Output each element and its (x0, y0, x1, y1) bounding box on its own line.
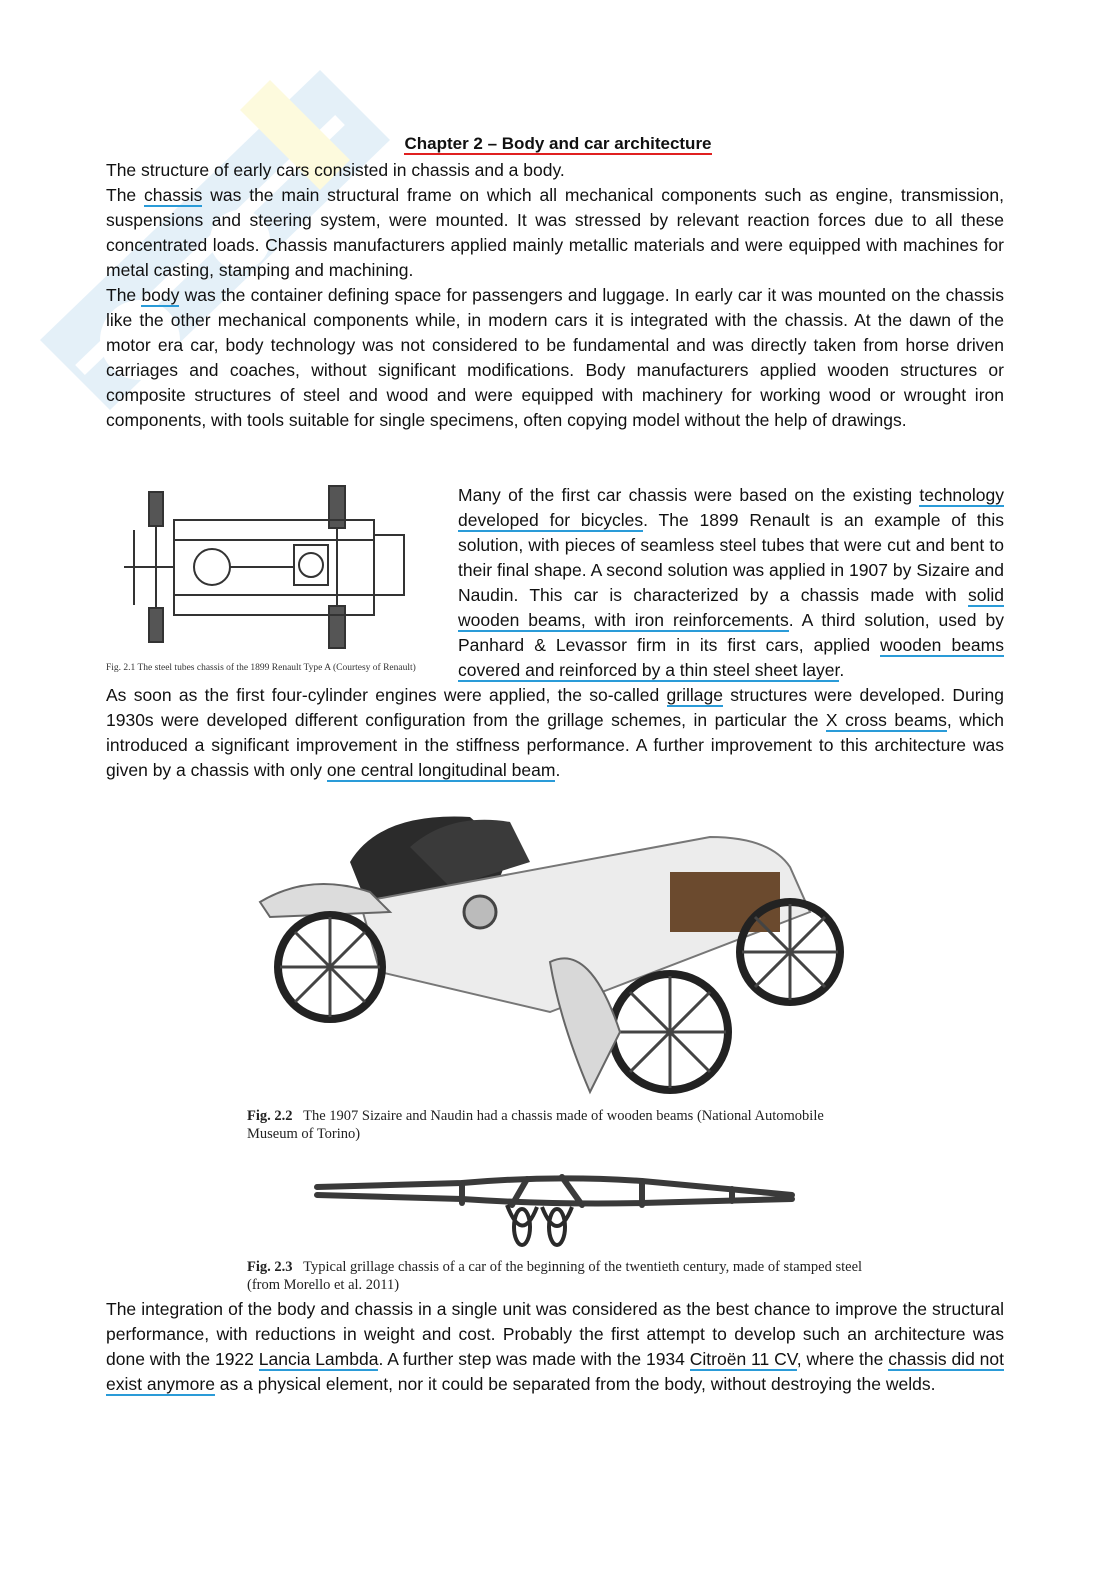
link-citroen-11cv[interactable]: Citroën 11 CV (689, 1349, 797, 1369)
link-lancia-lambda[interactable]: Lancia Lambda (258, 1349, 379, 1369)
paragraph-intro: The structure of early cars consisted in chassis and a body. (106, 160, 565, 180)
link-chassis-not-exist[interactable]: chassis did not exist anymore (106, 1349, 1004, 1394)
paragraph-grillage: As soon as the first four-cylinder engines were applied, the so-called grillage structures were developed. During 1930s were developed different configuration from the grillage schemes, in particular the X cross beams, which introduced a significant improvement in the stiffness performance. A further improvement to this architecture was given by a chassis with only one central longitudinal beam. (106, 685, 1005, 780)
fig1-renault-chassis-drawing (104, 480, 434, 655)
link-body[interactable]: body (141, 285, 180, 305)
fig3-grillage-chassis-photo (312, 1165, 800, 1250)
link-steel-sheet[interactable]: wooden beams covered and reinforced by a thin steel sheet layer (458, 635, 1004, 680)
link-x-cross-beams[interactable]: X cross beams (825, 710, 947, 730)
fig1-caption: Fig. 2.1 The steel tubes chassis of the 1899 Renault Type A (Courtesy of Renault) (106, 663, 416, 673)
chapter-title: Chapter 2 – Body and car architecture (404, 134, 712, 153)
link-wooden-beams[interactable]: solid wooden beams, with iron reinforcements (458, 585, 1004, 630)
link-grillage[interactable]: grillage (666, 685, 723, 705)
paragraph-chassis: The chassis was the main structural frame on which all mechanical components such as engine, transmission, suspensions and steering system, were mounted. It was stressed by relevant reaction forces due to all these concentrated loads. Chassis manufacturers applied mainly metallic materials and were equipped with machines for metal casting, stamping and machining. (106, 185, 1004, 280)
paragraph-first-chassis: Many of the first car chassis were based on the existing technology developed for bicycles. The 1899 Renault is an example of this solution, with pieces of seamless steel tubes that were cut and bent to their final shape. A second solution was applied in 1907 by Sizaire and Naudin. This car is characterized by a chassis made with solid wooden beams, with iron reinforcements. A third solution, used by Panhard & Levassor firm in its first cars, applied wooden beams covered and reinforced by a thin steel sheet layer. (458, 485, 1004, 680)
fig3-caption: Fig. 2.3 Typical grillage chassis of a car of the beginning of the twentieth century, made of stamped steel (from Morello et al. 2011) (247, 1259, 863, 1293)
paragraph-integration: The integration of the body and chassis in a single unit was considered as the best chance to improve the structural performance, with reductions in weight and cost. Probably the first attempt to develop such an architecture was done with the 1922 Lancia Lambda. A further step was made with the 1934 Citroën 11 CV, where the chassis did not exist anymore as a physical element, nor it could be separated from the body, without destroying the welds. (106, 1299, 1004, 1394)
paragraph-body: The body was the container defining space for passengers and luggage. In early car it was mounted on the chassis like the other mechanical components while, in modern cars it is integrated with the chassis. At the dawn of the motor era car, body technology was not considered to be fundamental and was directly taken from horse driven carriages and coaches, without significant modifications. Body manufacturers applied wooden structures or composite structures of steel and wood and were equipped with machinery for working wood or wrought iron components, with tools suitable for single specimens, often copying model without the help of drawings. (106, 285, 1004, 430)
fig2-sizaire-naudin-car-photo (250, 792, 870, 1097)
link-chassis[interactable]: chassis (144, 185, 203, 205)
link-central-beam[interactable]: one central longitudinal beam (326, 760, 556, 780)
link-bicycle-technology[interactable]: technology developed for bicycles (458, 485, 1004, 530)
fig2-caption: Fig. 2.2 The 1907 Sizaire and Naudin had a chassis made of wooden beams (National Automobile Museum of Torino) (247, 1108, 824, 1142)
